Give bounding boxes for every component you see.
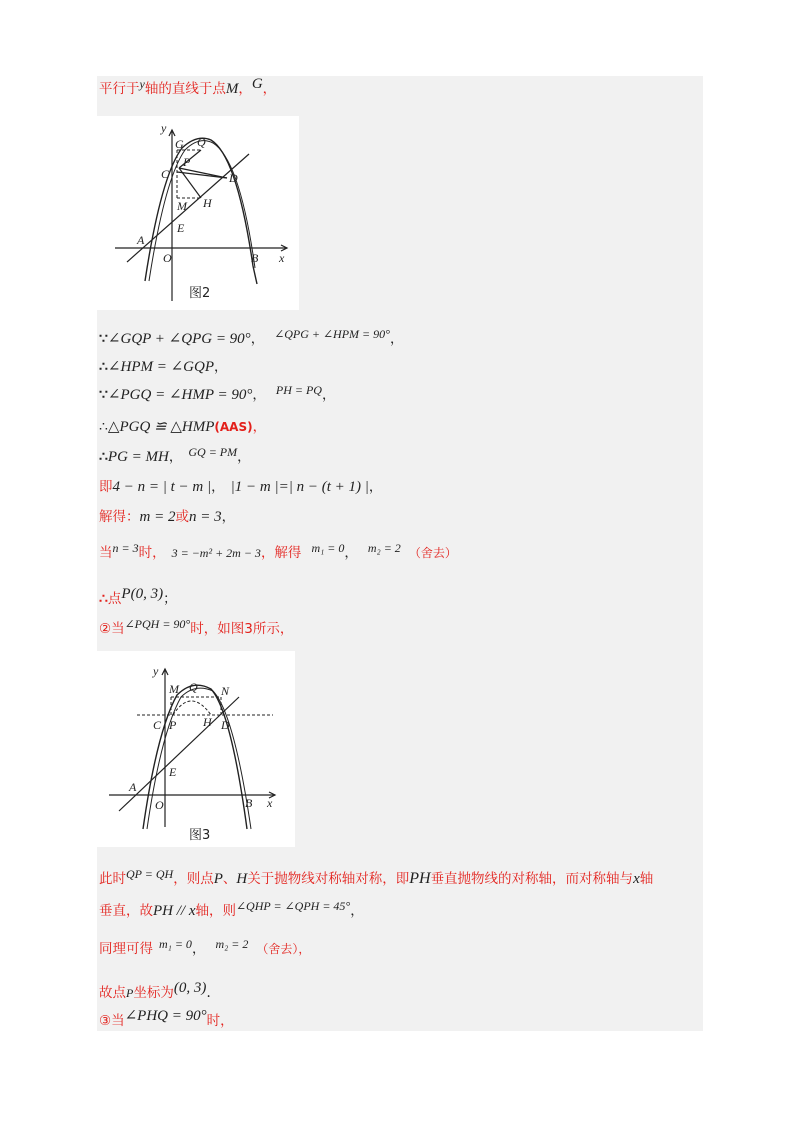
text: ， [252, 387, 266, 403]
label-O: O [163, 251, 172, 265]
text-line-15 [99, 980, 211, 1002]
text-line-11 [99, 617, 294, 638]
text: 即 [99, 479, 113, 495]
text: 垂直抛物线的对称轴，而对称轴与 [430, 871, 634, 887]
equation: m₂ = 2 [367, 541, 401, 555]
text: ， [350, 903, 364, 919]
math-P: P [213, 871, 223, 887]
equation: P(0, 3) [121, 586, 164, 602]
equation: |1 − m |=| n − (t + 1) | [230, 479, 369, 495]
math-y: y [139, 77, 145, 91]
text: 轴 [639, 871, 654, 887]
text-line-9 [99, 541, 457, 562]
label-Q: Q [197, 135, 206, 149]
text: ， [221, 509, 236, 525]
equation: PG = MH [107, 449, 169, 465]
text: ， [168, 449, 183, 465]
figure-2 [97, 116, 299, 310]
aas-tag: (AAS) [214, 420, 253, 434]
figure-2-caption: 图2 [189, 286, 211, 301]
text: 故点 [99, 985, 126, 1001]
text: ②当 [99, 621, 125, 637]
figure-3-svg [97, 651, 295, 847]
text: ③当 [99, 1013, 125, 1029]
text: 时， [138, 545, 166, 561]
therefore-symbol: ∴ [99, 359, 108, 375]
equation: n = 3 [112, 541, 139, 555]
text: 关于抛物线对称轴对称，即 [247, 871, 410, 887]
text: 或 [175, 509, 189, 525]
text: ， [238, 81, 252, 97]
figure-3-caption: 图3 [189, 828, 211, 843]
text-line-1 [99, 76, 277, 98]
text: 、 [222, 871, 237, 887]
text: 平行于 [99, 81, 140, 97]
label-E: E [169, 765, 177, 779]
therefore-symbol: ∴ [99, 591, 108, 607]
text-line-13 [99, 899, 364, 920]
label-y: y [153, 664, 159, 678]
text-line-10 [99, 586, 177, 608]
text: ， [211, 479, 225, 495]
text: ， [237, 449, 251, 465]
text-line-16 [99, 1008, 234, 1030]
text-line-8 [99, 508, 235, 526]
label-H: H [203, 715, 212, 729]
equation: ∠PHQ = 90° [124, 1008, 207, 1024]
text-line-4 [99, 383, 336, 404]
equation: QP = QH [126, 867, 174, 881]
text: 时， [206, 1013, 234, 1029]
text: 此时 [99, 871, 126, 887]
label-G: G [175, 137, 184, 151]
text: ，则点 [173, 871, 214, 887]
math-PH: PH [409, 870, 431, 887]
therefore-symbol: ∴ [99, 419, 108, 435]
math-H: H [236, 871, 248, 887]
equation: n = 3 [188, 509, 222, 525]
equation: ∠QPG + ∠HPM = 90° [274, 327, 390, 341]
text: ， [389, 331, 404, 347]
math-P: P [126, 986, 134, 1000]
label-P: P [183, 155, 191, 169]
equation: 4 − n = | t − m | [112, 479, 212, 495]
text-line-6 [99, 445, 251, 466]
text: 时，如图3所示， [190, 621, 294, 637]
text: 坐标为 [133, 985, 174, 1001]
text-line-3 [99, 358, 228, 376]
label-A: A [129, 780, 137, 794]
label-B: B [251, 251, 259, 265]
text: 点 [107, 591, 122, 607]
math-x: x [633, 871, 640, 887]
label-x: x [267, 796, 273, 810]
text: . [206, 985, 211, 1001]
text: ， [344, 545, 358, 561]
equation: △PGQ ≌ △HMP [107, 419, 215, 435]
text: 轴的直线于点 [144, 81, 226, 97]
text-line-2 [99, 327, 404, 348]
text: 解得： [99, 509, 140, 525]
text-line-7 [99, 478, 382, 496]
text-line-5 [99, 418, 266, 436]
label-C: C [153, 718, 162, 732]
equation: ∠PGQ = ∠HMP = 90° [107, 387, 253, 403]
label-B: B [245, 796, 253, 810]
label-N: N [221, 684, 230, 698]
math-G: G [251, 76, 263, 92]
figure-2-svg [97, 116, 299, 310]
label-y: y [161, 121, 167, 135]
equation: ∠QHP = ∠QPH = 45° [236, 899, 351, 913]
equation: (0, 3) [173, 980, 207, 996]
label-D: D [229, 171, 238, 185]
text-line-14 [99, 937, 311, 958]
parabola [145, 138, 257, 284]
text: ，解得 [260, 545, 302, 561]
math-M: M [225, 81, 239, 97]
text: ， [262, 81, 277, 97]
label-A: A [137, 233, 145, 247]
label-D: D [221, 718, 230, 732]
equation: m₁ = 0 [311, 541, 345, 555]
equation: ∠PQH = 90° [124, 617, 191, 631]
equation: PH // x [153, 903, 196, 919]
equation: ∠HPM = ∠GQP [107, 359, 214, 375]
label-E: E [177, 221, 185, 235]
dashed-arc [173, 701, 211, 715]
label-x: x [279, 251, 285, 265]
text: ， [368, 479, 383, 495]
text: ， [252, 419, 267, 435]
label-M: M [169, 682, 179, 696]
text: ， [214, 359, 228, 375]
label-Q: Q [189, 680, 198, 694]
label-P: P [169, 718, 177, 732]
text: 轴，则 [195, 903, 236, 919]
label-C: C [161, 167, 170, 181]
text: 当 [99, 545, 113, 561]
equation: 3 = −m² + 2m − 3 [171, 546, 261, 560]
equation: ∠GQP + ∠QPG = 90° [107, 331, 251, 347]
text: ， [321, 387, 336, 403]
text: ； [163, 591, 177, 607]
text: （舍去）， [256, 942, 311, 956]
because-symbol: ∵ [99, 331, 108, 347]
text: ， [250, 331, 265, 347]
equation: m = 2 [139, 509, 176, 525]
label-M: M [177, 199, 187, 213]
equation: m₂ = 2 [215, 937, 249, 951]
text: ， [191, 941, 206, 957]
text: 同理可得 [99, 941, 153, 957]
text: 垂直，故 [99, 903, 153, 919]
figure-3 [97, 651, 295, 847]
equation: m₁ = 0 [159, 937, 192, 951]
label-H: H [203, 196, 212, 210]
therefore-symbol: ∴ [99, 449, 108, 465]
text-line-12 [99, 867, 654, 888]
text: （舍去） [408, 546, 457, 560]
label-O: O [155, 798, 164, 812]
equation: GQ = PM [188, 445, 238, 459]
because-symbol: ∵ [99, 387, 108, 403]
equation: PH = PQ [275, 383, 322, 397]
